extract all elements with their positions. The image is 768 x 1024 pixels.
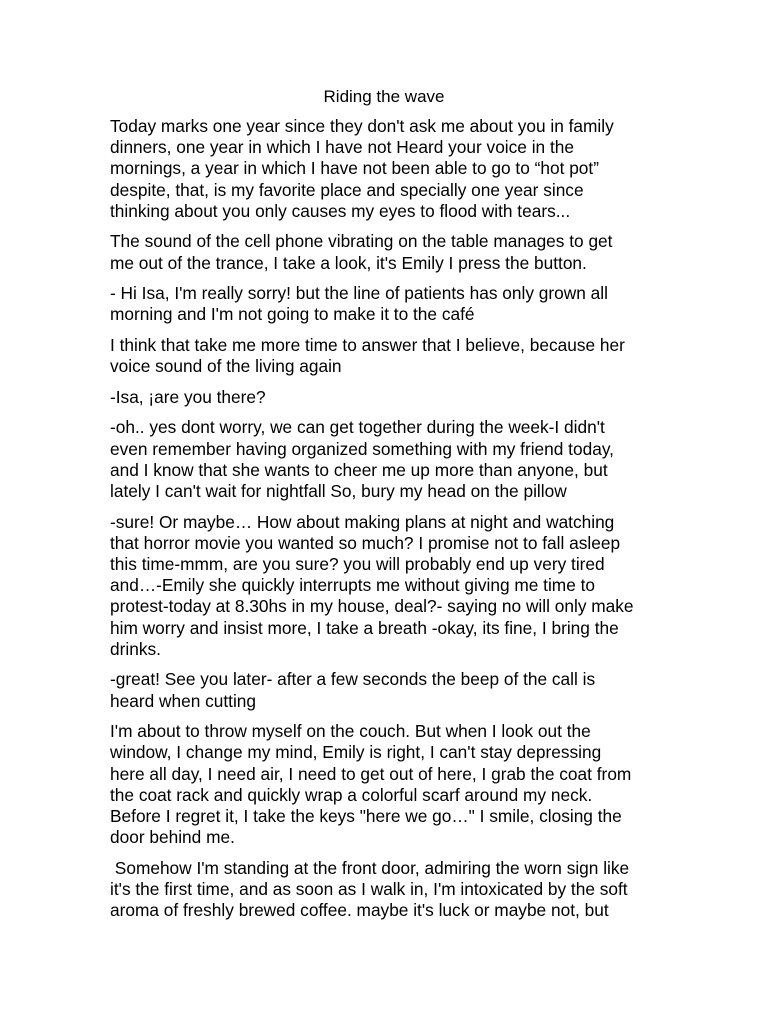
text-line: and I know that she wants to cheer me up more than anyone, but — [110, 459, 608, 480]
text-line: heard when cutting — [110, 690, 257, 711]
paragraph — [110, 721, 650, 848]
text-line: even remember having organized something with my friend today, — [110, 438, 614, 459]
text-line: this time-mmm, are you sure? you will probably end up very tired — [110, 554, 605, 574]
paragraph — [110, 283, 650, 325]
text-line: voice sound of the living again — [110, 356, 342, 377]
text-line: - Hi Isa, I'm really sorry! but the line of patients has only grown all — [110, 283, 608, 304]
text-line: and…-Emily she quickly interrupts me without giving me time to — [110, 575, 596, 596]
text-line: Somehow I'm standing at the front door, admiring the worn sign like — [110, 857, 630, 878]
text-line: -oh.. yes dont worry, we can get together during the week-I didn't — [110, 417, 605, 438]
text-line: I think that take me more time to answer that I believe, because her — [110, 335, 625, 355]
text-line: that horror movie you wanted so much? I promise not to fall asleep — [110, 532, 621, 553]
paragraph — [110, 116, 650, 222]
paragraph — [110, 417, 650, 502]
text-line: window, I change my mind, Emily is right, I can't stay depressing — [110, 742, 602, 763]
text-line: -Isa, ¡are you there? — [110, 386, 266, 407]
text-line: aroma of freshly brewed coffee. maybe it's luck or maybe not, but — [110, 900, 609, 921]
text-line: drinks. — [110, 638, 161, 659]
text-line: Before I regret it, I take the keys "here we go…" I smile, closing the — [110, 806, 622, 827]
text-line: the coat rack and quickly wrap a colorful scarf around my neck. — [110, 784, 593, 805]
paragraph — [110, 669, 650, 711]
paragraph — [110, 335, 650, 377]
text-line: protest-today at 8.30hs in my house, deal?- saying no will only make — [110, 596, 634, 617]
text-line: here all day, I need air, I need to get out of here, I grab the coat from — [110, 763, 632, 784]
text-line: door behind me. — [110, 827, 235, 848]
text-line: I'm about to throw myself on the couch. But when I look out the — [110, 721, 591, 742]
paragraph — [110, 512, 650, 660]
paragraph — [110, 858, 650, 922]
text-line: mornings, a year in which I have not been able to go to “hot pot” — [110, 158, 599, 179]
text-line: -great! See you later- after a few seconds the beep of the call is — [110, 669, 596, 690]
document-body — [110, 116, 650, 931]
paragraph — [110, 231, 650, 273]
text-line: him worry and insist more, I take a breath -okay, its fine, I bring the — [110, 617, 619, 638]
paragraph — [110, 387, 650, 408]
document-title: Riding the wave — [323, 87, 445, 106]
text-line: The sound of the cell phone vibrating on the table manages to get — [110, 231, 613, 252]
text-line: lately I can't wait for nightfall So, bury my head on the pillow — [110, 481, 567, 501]
text-line: thinking about you only causes my eyes to flood with tears... — [110, 200, 571, 221]
text-line: it's the first time, and as soon as I walk in, I'm intoxicated by the soft — [110, 879, 628, 900]
text-line: Today marks one year since they don't ask me about you in family — [110, 116, 614, 136]
text-line: me out of the trance, I take a look, it's Emily I press the button. — [110, 252, 587, 273]
text-line: -sure! Or maybe… How about making plans at night and watching — [110, 511, 615, 532]
text-line: dinners, one year in which I have not Heard your voice in the — [110, 137, 574, 158]
text-line: morning and I'm not going to make it to the café — [110, 304, 475, 325]
text-line: despite, that, is my favorite place and specially one year since — [110, 179, 584, 200]
